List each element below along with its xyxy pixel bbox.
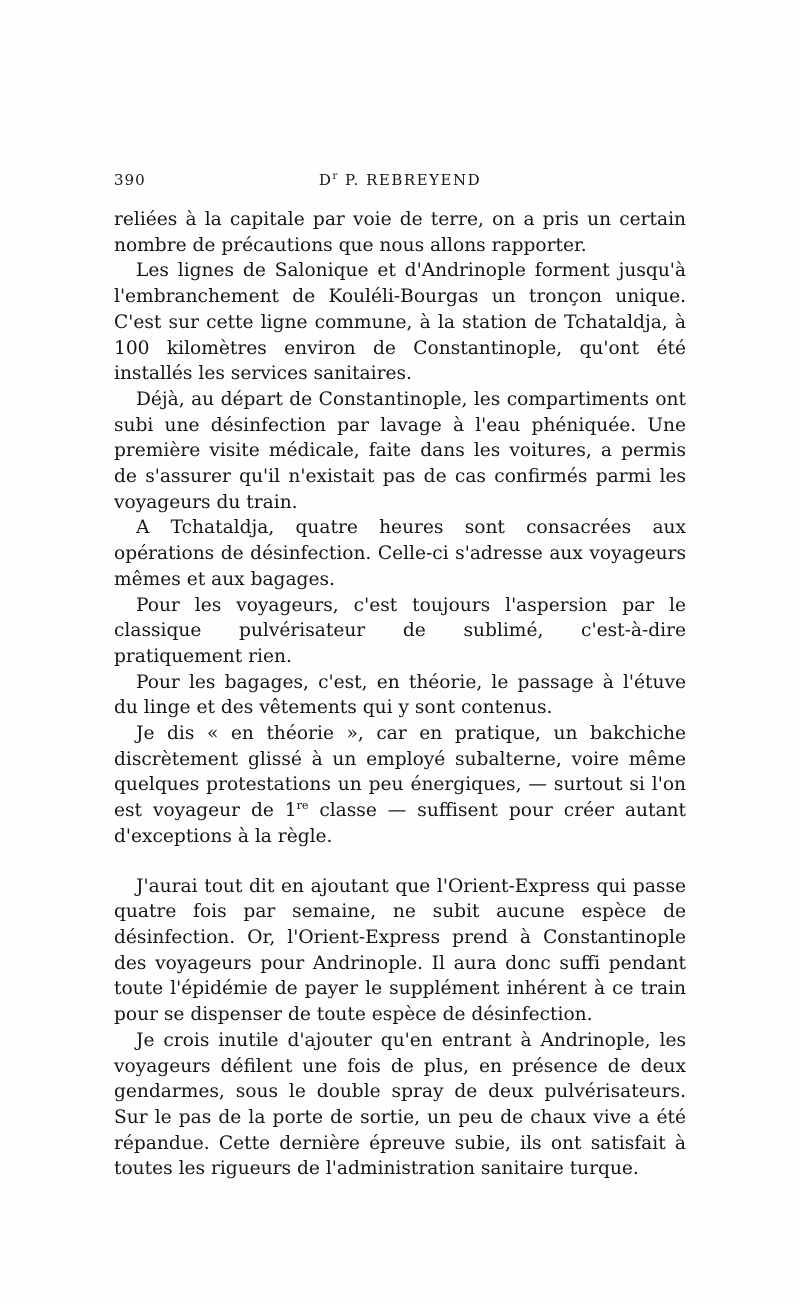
running-head: [114, 171, 686, 195]
running-title-prefix: D: [318, 171, 333, 189]
paragraph-5: Pour les voyageurs, c'est toujours l'aspersion par le classique pulvérisateur de sublimé, c'est-à-dire pratiquement rien.: [114, 594, 686, 667]
paragraph-9: Je crois inutile d'ajouter qu'en entrant à Andrinople, les voyageurs défilent une fois de plus, en présence de deux gendarmes, sous le double spray de deux pulvérisateurs. Sur le pas de la porte de sortie, un peu de chaux vive a été répandue. Cette dernière épreuve subie, ils ont satisfait à toutes les rigueurs de l'administration sanitaire turque.: [114, 1029, 686, 1180]
paragraph-6: Pour les bagages, c'est, en théorie, le passage à l'étuve du linge et des vêtements qui y sont contenus.: [114, 671, 686, 719]
paragraph-7-before: Je dis « en théorie », car en pratique, un bakchiche discrètement glissé à un employé subalterne, voire même quelques protestations un peu énergiques, — surtout si l'on est voyageur de 1: [114, 723, 686, 822]
page-number: 390: [114, 171, 146, 189]
paragraph-4: A Tchataldja, quatre heures sont consacrées aux opérations de désinfection. Celle-ci s'adresse aux voyageurs mêmes et aux bagages.: [114, 517, 686, 590]
body-text: [114, 207, 686, 1182]
paragraph-7-after: classe — suffisent pour créer autant d'exceptions à la règle.: [114, 800, 686, 847]
running-title: [114, 171, 686, 189]
running-title-superscript: r: [332, 171, 339, 182]
running-title-name: P. REBREYEND: [338, 171, 482, 189]
paragraph-2: Les lignes de Salonique et d'Andrinople forment jusqu'à l'embranchement de Kouléli-Bourgas un tronçon unique. C'est sur cette ligne commune, à la station de Tchataldja, à 100 kilomètres environ de Constantinople, qu'ont été installés les services sanitaires.: [114, 260, 686, 385]
paragraph-7-superscript: re: [296, 798, 309, 812]
paragraph-7: [114, 721, 686, 850]
paragraph-3: Déjà, au départ de Constantinople, les compartiments ont subi une désinfection par lavage à l'eau phéniquée. Une première visite médicale, faite dans les voitures, a permis de s'assurer qu'il n'existait pas de cas confirmés parmi les voyageurs du train.: [114, 388, 686, 513]
paragraph-8: J'aurai tout dit en ajoutant que l'Orient-Express qui passe quatre fois par semaine, ne subit aucune espèce de désinfection. Or, l'Orient-Express prend à Constantinople des voyageurs pour Andrinople. Il aura donc suffi pendant toute l'épidémie de payer le supplément inhérent à ce train pour se dispenser de toute espèce de désinfection.: [114, 875, 686, 1026]
paragraph-1: reliées à la capitale par voie de terre, on a pris un certain nombre de précautions que nous allons rapporter.: [114, 209, 686, 256]
